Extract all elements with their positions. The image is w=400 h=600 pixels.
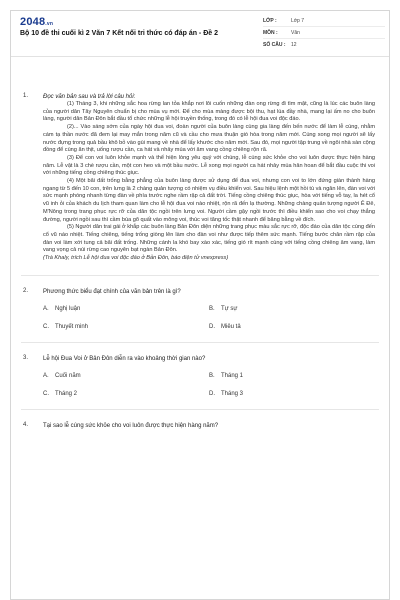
option-key: A. xyxy=(43,305,49,312)
logo-tld: .vn xyxy=(45,21,54,27)
meta-row-question-count xyxy=(263,39,385,51)
passage-paragraph-1: (1) Tháng 3, khi những sắc hoa rừng lan tỏa khắp nơi lôi cuốn những đàn ong rừng đi tìm mật, cũng là lúc các buôn làng của người dân Tây Nguyên chuẩn bị cho mùa vụ mới. Để cho mùa màng được bội thu, hạt lúa đầy nhà, mang lại ấm no cho buôn làng, người dân Bản Đôn bắt đầu tổ chức những lễ hội truyền thống, trong đó có lễ hội đua voi độc đáo. xyxy=(43,101,375,123)
divider xyxy=(21,275,379,276)
divider xyxy=(21,409,379,410)
option-key: B. xyxy=(209,372,215,379)
meta-value: Lớp 7 xyxy=(291,17,305,24)
question-prompt: Tại sao lễ cúng sức khỏe cho voi luôn được thực hiện hàng năm? xyxy=(43,422,219,429)
meta-label: SỐ CÂU : xyxy=(263,42,286,48)
option-key: D. xyxy=(209,390,215,397)
meta-row-grade xyxy=(263,15,385,27)
passage-paragraph-5: (5) Người dân trai gái ở khắp các buôn làng Bản Đôn diện những trang phục màu sắc rực rỡ, độc đáo của dân tộc cùng đến cổ vũ náo nhiệt. Tiếng chiêng, tiếng trống giòng lên làm cho đàn voi như được tiếp thêm sức mạnh. Tiếng bước chân rầm rập của đàn voi làm xới tung cả bãi đất trống. Những cánh la khó bay xào xác, tiếng gió rít mạnh cùng với tiếng cồng chiêng âm vang, làm vang vọng cả núi rừng cao nguyên bạt ngàn Bản Đôn. xyxy=(43,224,375,254)
option-text: Thuyết minh xyxy=(55,323,89,330)
question-prompt: Phương thức biểu đạt chính của văn bản trên là gì? xyxy=(43,288,181,295)
option-key: C. xyxy=(43,390,49,397)
option-a[interactable] xyxy=(43,306,209,312)
passage-paragraph-2: (2)... Vào sáng sớm của ngày hội đua voi, đoàn người của buôn làng cùng gia làng đến bến nước để làm lễ cúng, nhằm cám tạ thần nước đã đem lại may mắn trong năm cũ và cầu cho mưa thuận gió hòa trong năm mới. Cúng xong mọi người sẽ lấy nước đựng trong quả bầu khô bỏ vào gùi mang về nhà để lấy khước cho năm mới. Sau đó, mọi người tập trung về ngôi nhà sàn cộng đồng để cùng ăn thịt, uống rượu cần, ca hát và nhảy múa với âm vang cồng chiêng rộn rã. xyxy=(43,124,375,154)
question-2 xyxy=(11,288,389,330)
meta-value: Văn xyxy=(291,29,300,36)
questions-container xyxy=(11,57,389,430)
document-header xyxy=(11,11,389,57)
option-a[interactable] xyxy=(43,373,209,379)
meta-label: LỚP : xyxy=(263,17,277,24)
question-3 xyxy=(11,355,389,397)
question-1 xyxy=(11,93,389,263)
option-key: A. xyxy=(43,372,49,379)
question-number: 1. xyxy=(23,93,29,99)
option-text: Cuối năm xyxy=(55,372,81,379)
logo-text: 2048 xyxy=(20,16,46,28)
answer-options xyxy=(43,306,375,330)
option-key: C. xyxy=(43,323,49,330)
question-prompt: Đọc văn bản sau và trả lời câu hỏi: xyxy=(43,94,136,100)
meta-row-subject xyxy=(263,27,385,39)
option-key: D. xyxy=(209,323,215,330)
option-b[interactable] xyxy=(209,373,375,379)
option-text: Tháng 1 xyxy=(221,372,244,379)
reading-passage xyxy=(43,101,375,263)
document-page xyxy=(10,10,390,600)
option-b[interactable] xyxy=(209,306,375,312)
answer-options xyxy=(43,373,375,397)
meta-label: MÔN : xyxy=(263,29,278,36)
question-prompt: Lễ hội Đua Voi ở Bản Đôn diễn ra vào khoảng thời gian nào? xyxy=(43,355,206,362)
option-c[interactable] xyxy=(43,391,209,397)
question-4 xyxy=(11,422,389,430)
page-title: Bộ 10 đề thi cuối kì 2 Văn 7 Kết nối tri thức có đáp án - Đề 2 xyxy=(20,30,218,37)
question-number: 2. xyxy=(23,287,29,294)
question-number: 3. xyxy=(23,354,29,361)
passage-paragraph-3: (3) Để con voi luôn khỏe mạnh và thể hiện lòng yêu quý với chúng, lễ cúng sức khỏe cho voi luôn được thực hiện hàng năm. Lễ vật là 3 chè rượu cần, một con heo và một bầu nước. Lễ xong mọi người ca hát nhảy múa hân hoan để bắt đầu cuộc thi voi với những tiếng cồng chiêng thúc giục. xyxy=(43,154,375,177)
passage-paragraph-4: (4) Một bãi đất trống bằng phẳng của buôn làng được sử dụng để đua voi, nhưng con voi to lớn đứng giàn thành hàng ngang từ 5 đến 10 con, trên lưng là 2 chàng quản tượng có nhiệm vụ điều khiển voi. Sau hiệu lệnh một hồi tù và ngân lên, đàn voi với sức mạnh phóng nhanh từng đàn về phía trước nghe rầm rập cả đất trời. Tiếng cồng chiêng thúc giục, hòa với tiếng vỗ tay, la hét cổ vũ inh ỏi của khách du lịch tham quan làm cho lễ hội đua voi nào nhiệt, rộn rã đến lạ thường. Những chàng quản tượng người Ê Đê, M'Nông trong trang phục rực rỡ của dân tộc ngồi trên lưng voi. Người cầm gậy ngồi trước thì điều khiển sao cho voi chạy thẳng đường, người ngồi sau thì cầm búa gõ quất vào mông voi, thúc voi tăng tốc thật nhanh để băng bằng về đích. xyxy=(43,178,375,223)
option-d[interactable] xyxy=(209,324,375,330)
option-text: Nghị luận xyxy=(55,305,81,312)
divider xyxy=(21,342,379,343)
option-key: B. xyxy=(209,305,215,312)
option-c[interactable] xyxy=(43,324,209,330)
option-text: Miêu tả xyxy=(221,323,241,330)
passage-source: (Trà Khaly, trích Lễ hội đua voi độc đáo ở Bản Đôn, báo điện tử vnexpress) xyxy=(43,255,229,262)
option-text: Tháng 2 xyxy=(55,390,78,397)
option-text: Tự sự xyxy=(221,305,238,312)
question-number: 4. xyxy=(23,421,29,428)
option-text: Tháng 3 xyxy=(221,390,244,397)
option-d[interactable] xyxy=(209,391,375,397)
exam-info-table xyxy=(263,15,385,51)
meta-value: 12 xyxy=(291,42,297,48)
site-logo[interactable] xyxy=(20,16,53,28)
